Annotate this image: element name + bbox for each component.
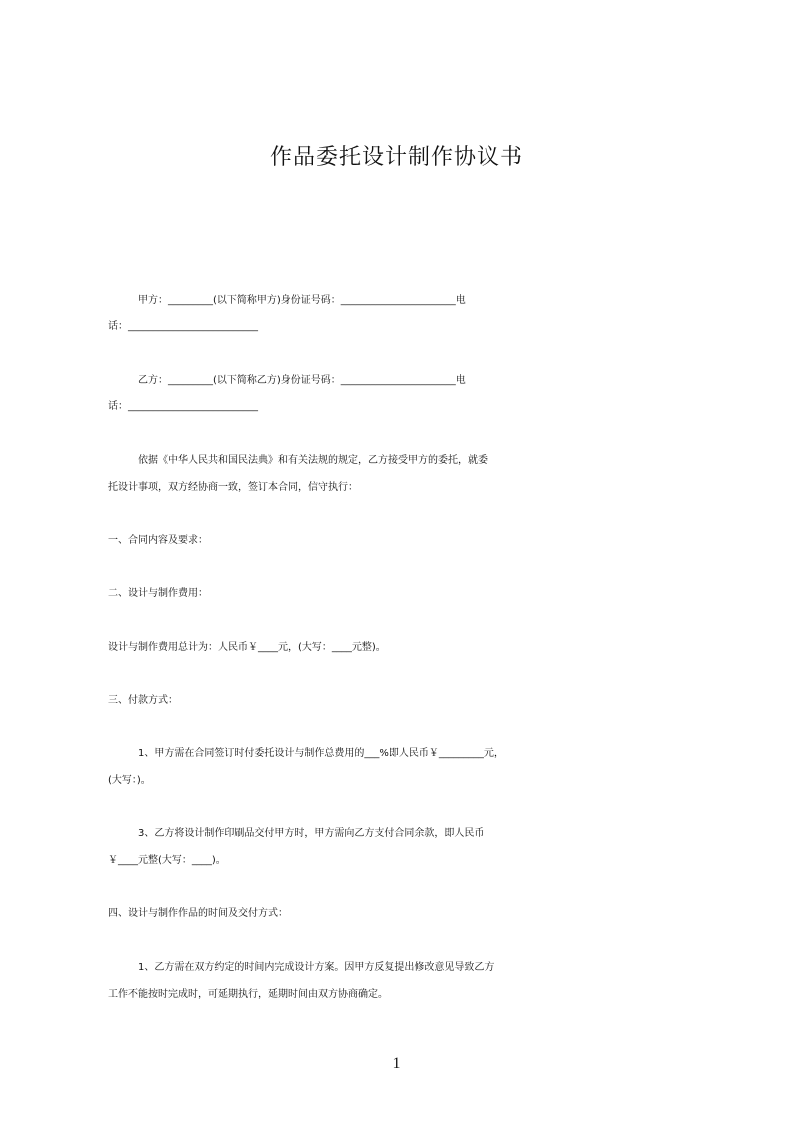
section-2-heading: 二、设计与制作费用：: [108, 588, 208, 599]
delivery-1-line-2: 工作不能按时完成时，可延期执行，延期时间由双方协商确定。: [108, 989, 388, 1000]
preamble-line-2: 托设计事项，双方经协商一致，签订本合同，信守执行：: [108, 482, 358, 493]
payment-1-line-1: 1、甲方需在合同签订时付委托设计与制作总费用的___%即人民币￥_________元，: [138, 748, 504, 759]
party-b-line-1: 乙方：_________(以下简称乙方)身份证号码：_______________________电: [138, 375, 466, 386]
delivery-1-line-1: 1、乙方需在双方约定的时间内完成设计方案。因甲方反复提出修改意见导致乙方: [138, 962, 495, 973]
party-a-line-1: 甲方：_________(以下简称甲方)身份证号码：_______________________电: [138, 295, 466, 306]
party-a-line-2: 话：__________________________: [108, 321, 258, 332]
party-b-line-2: 话：__________________________: [108, 401, 258, 412]
section-3-heading: 三、付款方式：: [108, 695, 178, 706]
preamble-line-1: 依据《中华人民共和国民法典》和有关法规的规定，乙方接受甲方的委托，就委: [138, 455, 488, 466]
payment-1-line-2: (大写：)。: [108, 775, 151, 786]
section-2-fee-text: 设计与制作费用总计为：人民币￥____元，(大写：____元整)。: [108, 642, 386, 653]
document-title: 作品委托设计制作协议书: [269, 145, 523, 170]
section-1-heading: 一、合同内容及要求：: [108, 535, 208, 546]
payment-3-line-1: 3、乙方将设计制作印刷品交付甲方时，甲方需向乙方支付合同余款，即人民币: [138, 828, 485, 839]
page-number: 1: [392, 1055, 401, 1072]
payment-3-line-2: ￥____元整(大写：____)。: [108, 855, 226, 866]
section-4-heading: 四、设计与制作作品的时间及交付方式：: [108, 908, 288, 919]
